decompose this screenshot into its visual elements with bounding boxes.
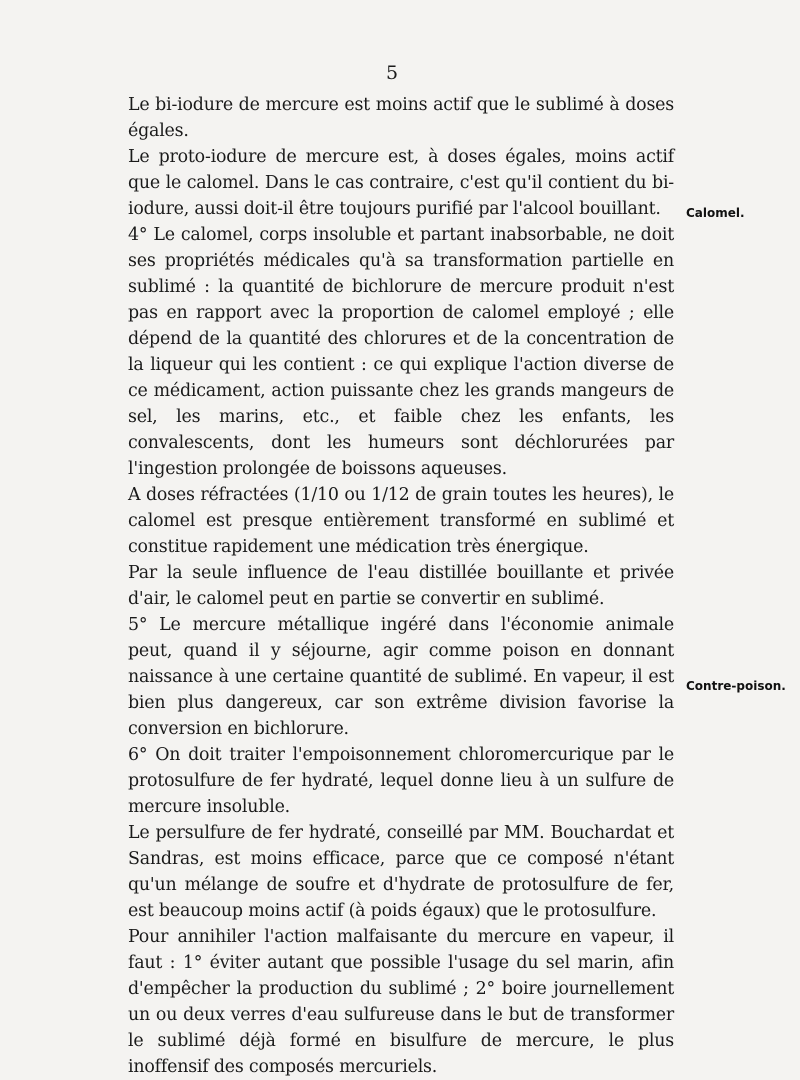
- paragraph-protoiodure: Le proto-iodure de mercure est, à doses égales, moins actif que le calomel. Dans le cas contraire, c'est qu'il contient du bi-iodure, aussi doit-il être toujours purifié par l'alcool bouillant.: [128, 147, 674, 219]
- paragraph-calomel: 4° Le calomel, corps insoluble et partant inabsorbable, ne doit ses propriétés médicales qu'à sa transformation partielle en sublimé : la quantité de bichlorure de mercure produit n'est pas en rapport avec la proportion de calomel employé ; elle dépend de la quantité des chlorures et de la concentration de la liqueur qui les contient : ce qui explique l'action diverse de ce médicament, action puissante chez les grands mangeurs de sel, les marins, etc., et faible chez les enfants, les convalescents, dont les humeurs sont déchlorurées par l'ingestion prolongée de boissons aqueuses.: [128, 225, 674, 479]
- paragraph-doses-refractees: A doses réfractées (1/10 ou 1/12 de grain toutes les heures), le calomel est presque entièrement transformé en sublimé et constitue rapidement une médication très énergique.: [128, 485, 674, 557]
- margin-note-contre-poison: Contre-poison.: [686, 679, 786, 693]
- paragraph-vapeur: Pour annihiler l'action malfaisante du mercure en vapeur, il faut : 1° éviter autant que possible l'usage du sel marin, afin d'empêcher la production du sublimé ; 2° boire journellement un ou deux verres d'eau sulfureuse dans le but de transformer le sublimé déjà formé en bisulfure de mercure, le plus inoffensif des composés mercuriels.: [128, 927, 674, 1077]
- paragraph-empoisonnement: 6° On doit traiter l'empoisonnement chloromercurique par le protosulfure de fer hydraté, lequel donne lieu à un sulfure de mercure insoluble.: [128, 745, 674, 817]
- paragraph-mercure-metallique: 5° Le mercure métallique ingéré dans l'économie animale peut, quand il y séjourne, agir comme poison en donnant naissance à une certaine quantité de sublimé. En vapeur, il est bien plus dangereux, car son extrême division favorise la conversion en bichlorure.: [128, 615, 674, 739]
- page-number: 5: [386, 62, 399, 84]
- body-text: [128, 92, 674, 1080]
- paragraph-eau-distillee: Par la seule influence de l'eau distillée bouillante et privée d'air, le calomel peut en partie se convertir en sublimé.: [128, 563, 674, 609]
- paragraph-biiodure: Le bi-iodure de mercure est moins actif que le sublimé à doses égales.: [128, 95, 674, 141]
- paragraph-persulfure: Le persulfure de fer hydraté, conseillé par MM. Bouchardat et Sandras, est moins efficace, parce que ce composé n'étant qu'un mélange de soufre et d'hydrate de protosulfure de fer, est beaucoup moins actif (à poids égaux) que le protosulfure.: [128, 823, 674, 921]
- margin-note-calomel: Calomel.: [686, 206, 745, 220]
